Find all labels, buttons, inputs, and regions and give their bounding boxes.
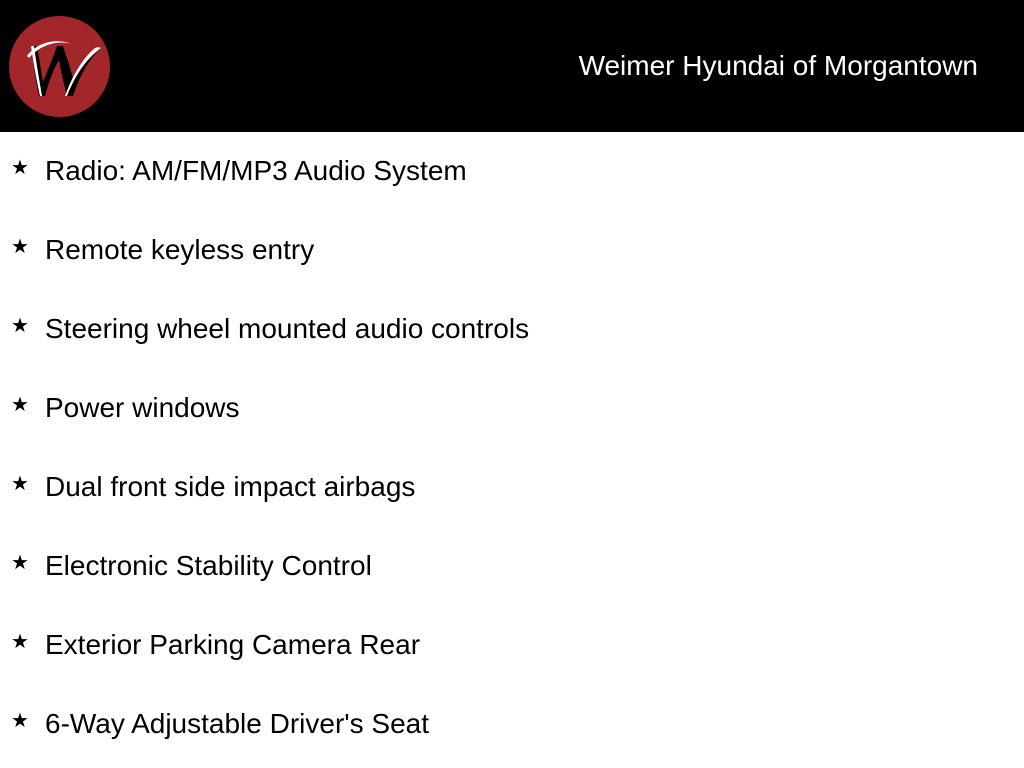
list-item (0, 448, 1024, 527)
star-icon: ★ (11, 471, 29, 495)
star-icon: ★ (11, 234, 29, 258)
star-icon: ★ (11, 155, 29, 179)
feature-label: Power windows (45, 392, 240, 423)
list-item (0, 369, 1024, 448)
logo-circle (9, 16, 110, 117)
dealer-logo-icon (9, 16, 110, 117)
list-item (0, 290, 1024, 369)
star-icon: ★ (11, 392, 29, 416)
header-bar (0, 0, 1024, 132)
list-item (0, 685, 1024, 764)
list-item (0, 211, 1024, 290)
list-item (0, 606, 1024, 685)
feature-label: Exterior Parking Camera Rear (45, 629, 421, 660)
star-icon: ★ (11, 629, 29, 653)
list-item (0, 132, 1024, 211)
feature-label: Electronic Stability Control (45, 550, 372, 581)
star-icon: ★ (11, 313, 29, 337)
feature-label: Steering wheel mounted audio controls (45, 313, 530, 344)
star-icon: ★ (11, 550, 29, 574)
feature-list (0, 132, 1024, 764)
feature-label: Radio: AM/FM/MP3 Audio System (45, 155, 467, 186)
star-icon: ★ (11, 708, 29, 732)
feature-label: Dual front side impact airbags (45, 471, 416, 502)
feature-label: 6-Way Adjustable Driver's Seat (45, 708, 430, 739)
dealer-name: Weimer Hyundai of Morgantown (578, 50, 978, 81)
feature-label: Remote keyless entry (45, 234, 315, 265)
list-item (0, 527, 1024, 606)
